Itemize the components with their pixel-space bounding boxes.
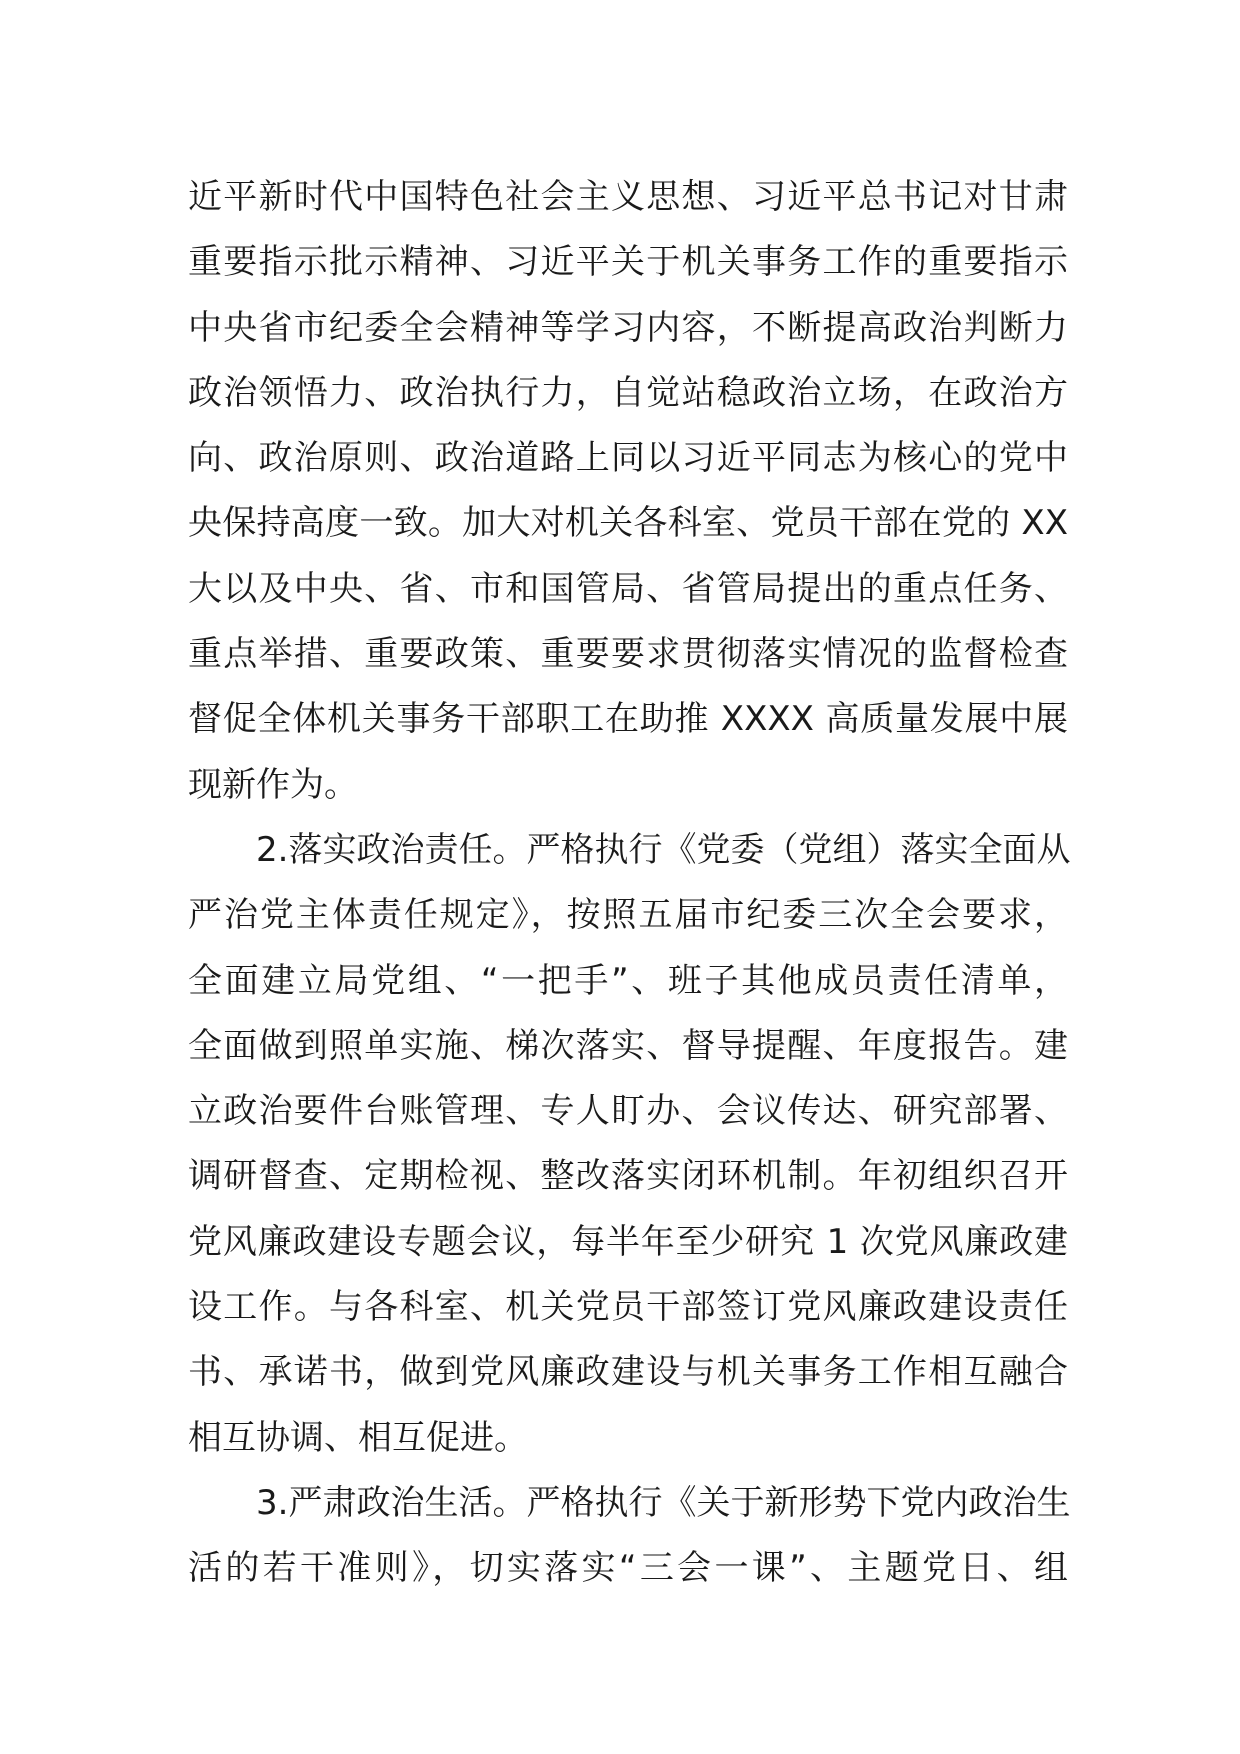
text-line: 全面建立局党组、“一把手”、班子其他成员责任清单， <box>188 960 1068 1001</box>
text-line: 向、政治原则、政治道路上同以习近平同志为核心的党中 <box>188 438 1068 479</box>
text-line: 严治党主体责任规定》，按照五届市纪委三次全会要求， <box>188 895 1068 936</box>
text-line: 政治领悟力、政治执行力，自觉站稳政治立场，在政治方 <box>188 372 1068 413</box>
text-line: 相互协调、相互促进。 <box>188 1417 528 1458</box>
text-line: 央保持高度一致。加大对机关各科室、党员干部在党的 XX <box>188 503 1068 544</box>
text-line: 党风廉政建设专题会议，每半年至少研究 1 次党风廉政建 <box>188 1221 1068 1262</box>
text-line: 重要指示批示精神、习近平关于机关事务工作的重要指示 <box>188 242 1068 283</box>
text-line: 近平新时代中国特色社会主义思想、习近平总书记对甘肃 <box>188 177 1068 217</box>
text-line: 书、承诺书，做到党风廉政建设与机关事务工作相互融合 <box>188 1352 1068 1393</box>
document-body-text <box>188 165 1071 1602</box>
text-line: 全面做到照单实施、梯次落实、督导提醒、年度报告。建 <box>188 1025 1068 1066</box>
text-line: 3.严肃政治生活。严格执行《关于新形势下党内政治生 <box>256 1482 1071 1523</box>
text-line: 活的若干准则》，切实落实“三会一课”、主题党日、组 <box>188 1548 1068 1589</box>
text-line: 督促全体机关事务干部职工在助推 XXXX 高质量发展中展 <box>188 699 1068 740</box>
text-line: 2.落实政治责任。严格执行《党委（党组）落实全面从 <box>256 829 1071 870</box>
text-line: 重点举措、重要政策、重要要求贯彻落实情况的监督检查 <box>188 634 1068 675</box>
text-line: 中央省市纪委全会精神等学习内容，不断提高政治判断力 <box>188 307 1068 348</box>
text-line: 调研督查、定期检视、整改落实闭环机制。年初组织召开 <box>188 1156 1068 1197</box>
text-line: 大以及中央、省、市和国管局、省管局提出的重点任务、 <box>188 568 1068 609</box>
text-line: 设工作。与各科室、机关党员干部签订党风廉政建设责任 <box>188 1287 1068 1328</box>
text-line: 立政治要件台账管理、专人盯办、会议传达、研究部署、 <box>188 1091 1068 1132</box>
text-line: 现新作为。 <box>188 764 358 805</box>
